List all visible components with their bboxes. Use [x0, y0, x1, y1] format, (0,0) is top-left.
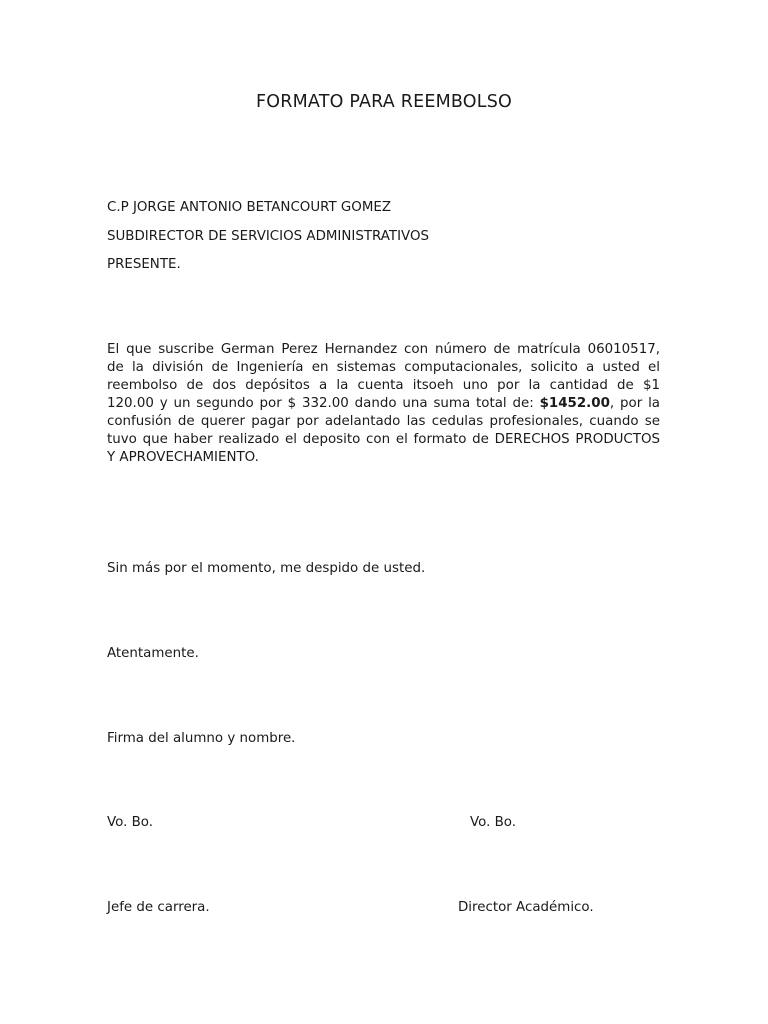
body-line-total: [107, 395, 660, 413]
body-line: Y APROVECHAMIENTO.: [107, 450, 259, 465]
document-title: FORMATO PARA REEMBOLSO: [255, 92, 512, 112]
body-line: El que suscribe German Perez Hernandez con número de matrícula 06010517,: [107, 342, 660, 357]
role-jefe-de-carrera: Jefe de carrera.: [107, 900, 210, 915]
vobo-right: Vo. Bo.: [470, 815, 516, 830]
body-line: confusión de querer pagar por adelantado las cedulas profesionales, cuando se: [107, 414, 660, 429]
closing-regards: Atentamente.: [107, 646, 199, 661]
closing-farewell: Sin más por el momento, me despido de usted.: [107, 561, 426, 576]
total-amount: $1452.00: [539, 396, 610, 411]
vobo-left: Vo. Bo.: [107, 815, 153, 830]
body-line: tuvo que haber realizado el deposito con el formato de DERECHOS PRODUCTOS: [107, 432, 660, 447]
addressee-position: SUBDIRECTOR DE SERVICIOS ADMINISTRATIVOS: [107, 229, 430, 244]
body-line: reembolso de dos depósitos a la cuenta itsoeh uno por la cantidad de $1: [107, 378, 660, 393]
body-line-text: , por la: [609, 396, 660, 411]
body-line-text: 120.00 y un segundo por $ 332.00 dando una suma total de:: [107, 396, 540, 411]
addressee-name: C.P JORGE ANTONIO BETANCOURT GOMEZ: [107, 200, 392, 215]
body-paragraph: [107, 341, 660, 467]
body-line: de la división de Ingeniería en sistemas computacionales, solicito a usted el: [107, 360, 660, 375]
role-director-academico: Director Académico.: [458, 900, 594, 915]
signature-label: Firma del alumno y nombre.: [107, 731, 296, 746]
addressee-salutation: PRESENTE.: [107, 257, 181, 272]
